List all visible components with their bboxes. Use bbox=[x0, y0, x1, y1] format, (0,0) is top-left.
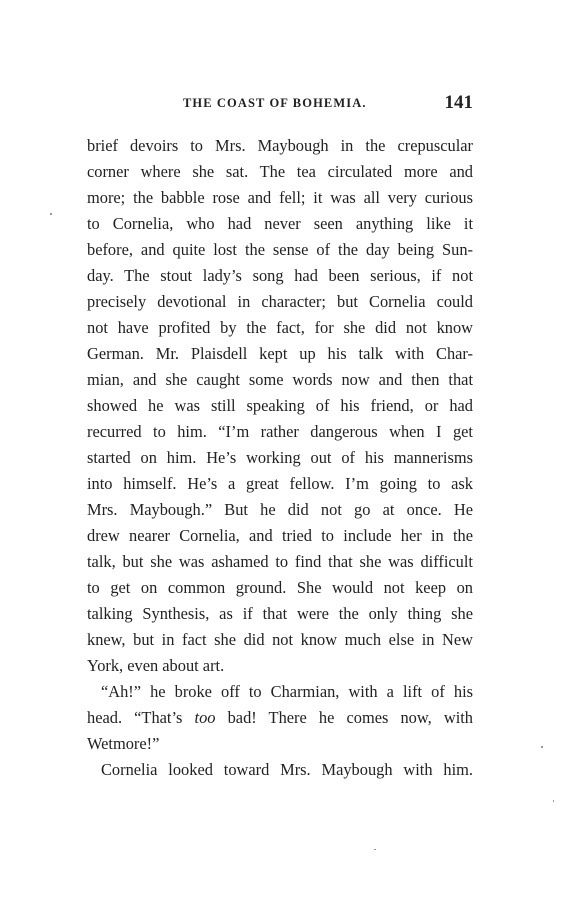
dialogue-text: “Ah!” he broke off to Charmian, with a lift of his bbox=[101, 682, 473, 701]
page-number: 141 bbox=[444, 92, 473, 113]
dialogue-line bbox=[87, 679, 473, 705]
paper-speck bbox=[541, 746, 543, 748]
text-line: German. Mr. Plaisdell kept up his talk with Char- bbox=[87, 344, 473, 363]
running-title: THE COAST OF BOHEMIA. bbox=[183, 96, 367, 110]
running-head bbox=[87, 94, 473, 114]
text-line: before, and quite lost the sense of the day being Sun- bbox=[87, 240, 473, 259]
text-line: into himself. He’s a great fellow. I’m going to ask bbox=[87, 474, 473, 493]
dialogue-line: Wetmore!” bbox=[87, 734, 160, 753]
dialogue-text: head. “That’s bbox=[87, 708, 195, 727]
text-line: Mrs. Maybough.” But he did not go at once. He bbox=[87, 500, 473, 519]
text-line: knew, but in fact she did not know much else in New bbox=[87, 630, 473, 649]
paper-speck bbox=[553, 800, 554, 802]
text-line: showed he was still speaking of his friend, or had bbox=[87, 396, 473, 415]
text-line: mian, and she caught some words now and then that bbox=[87, 370, 473, 389]
text-line: started on him. He’s working out of his mannerisms bbox=[87, 448, 473, 467]
text-line: drew nearer Cornelia, and tried to include her in the bbox=[87, 526, 473, 545]
text-line: to Cornelia, who had never seen anything like it bbox=[87, 214, 473, 233]
text-line: brief devoirs to Mrs. Maybough in the crepuscular bbox=[87, 136, 473, 155]
dialogue-text: bad! There he comes now, with bbox=[215, 708, 473, 727]
text-line: day. The stout lady’s song had been serious, if not bbox=[87, 266, 473, 285]
text-line: corner where she sat. The tea circulated more and bbox=[87, 162, 473, 181]
paper-speck bbox=[374, 849, 376, 850]
body-text bbox=[87, 133, 473, 783]
text-line: talk, but she was ashamed to find that she was difficult bbox=[87, 552, 473, 571]
final-line: Cornelia looked toward Mrs. Maybough with him. bbox=[101, 760, 473, 779]
text-line: to get on common ground. She would not keep on bbox=[87, 578, 473, 597]
text-line: precisely devotional in character; but Cornelia could bbox=[87, 292, 473, 311]
emphasis-word: too bbox=[194, 708, 216, 727]
text-line: not have profited by the fact, for she did not know bbox=[87, 318, 473, 337]
text-line: recurred to him. “I’m rather dangerous when I get bbox=[87, 422, 473, 441]
text-line: York, even about art. bbox=[87, 656, 225, 675]
dialogue-line bbox=[87, 705, 473, 731]
paper-speck bbox=[50, 213, 52, 215]
text-line: more; the babble rose and fell; it was all very curious bbox=[87, 188, 473, 207]
text-line: talking Synthesis, as if that were the only thing she bbox=[87, 604, 473, 623]
